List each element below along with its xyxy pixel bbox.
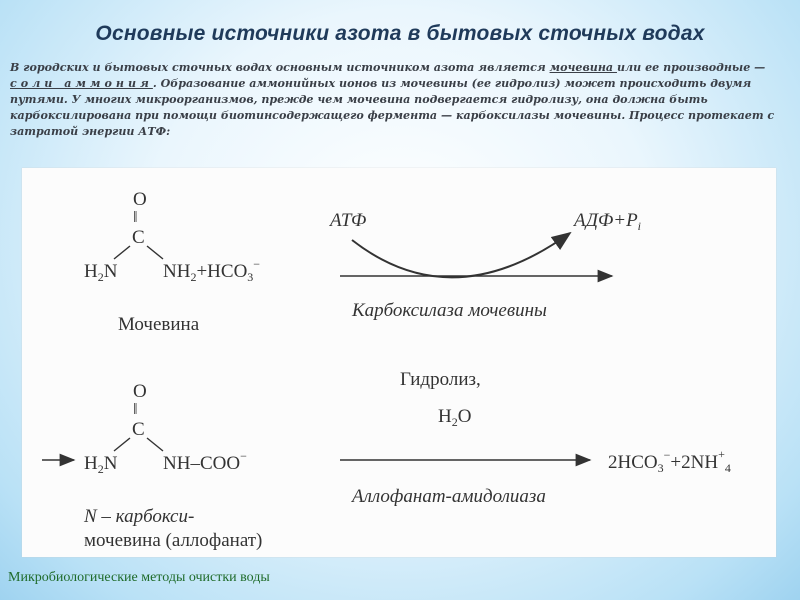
intro-term-urea: мочевина (549, 61, 617, 74)
atp-curved-arrow (352, 233, 570, 277)
intro-text-3: . Образование аммонийных ионов из мочевины (ее гидролиз) может происходить двумя путями. У многих микроорганизмов, прежде чем мочевина подвергается гидролизу, она должна быть карбоксилирована при помощи биотинсодержащего фермента — карбоксилазы мочевины. Процесс протекает с затратой энергии АТФ: (10, 77, 775, 138)
carboxylation-arrows (328, 210, 641, 321)
allophanate-structure (42, 381, 262, 551)
atp-label: АТФ (330, 210, 367, 231)
allophanate-carboxyl-group: NH–COO− (163, 449, 247, 474)
amidolyase-label: Аллофанат-амидолиаза (352, 486, 546, 507)
reaction-scheme-svg (22, 168, 776, 557)
hydrolysis-step (340, 369, 731, 507)
allophanate-bond-right (147, 438, 163, 451)
urea-carbon: C (132, 227, 145, 248)
water-label: $H_2O$ (438, 406, 472, 429)
allophanate-label-line2: мочевина (аллофанат) (84, 530, 263, 551)
adp-label: $АДФ+P_i$ (574, 210, 642, 233)
urea-amine-right-plus-bicarbonate: $NH_2+HCO_3^-$ (163, 257, 261, 284)
urea-structure (84, 189, 260, 335)
allophanate-oxygen: O (133, 381, 147, 402)
hydrolysis-label: Гидролиз, (400, 369, 481, 390)
intro-term-ammonium-salts: соли аммония (10, 77, 153, 90)
urea-label: Мочевина (118, 314, 200, 335)
intro-text-1: В городских и бытовых сточных водах основным источником азота является (10, 61, 550, 74)
urea-amine-left: $H_2N$ (84, 261, 118, 284)
allophanate-label-line1: N – карбокси- (84, 506, 195, 527)
intro-text-2: или ее производные — (616, 61, 766, 74)
intro-paragraph (10, 60, 790, 140)
allophanate-carbon: C (132, 419, 145, 440)
hydrolysis-products: $2HCO_3^-+2NH^+_4$ (608, 447, 731, 475)
urea-bond-left (114, 246, 130, 259)
urea-bond-right (147, 246, 163, 259)
allophanate-double-bond: ‖ (133, 401, 138, 418)
footer-caption: Микробиологические методы очистки воды (8, 570, 270, 585)
urea-double-bond: ‖ (133, 209, 138, 226)
carboxylase-label: Карбоксилаза мочевины (352, 300, 547, 321)
urea-oxygen: O (133, 189, 147, 210)
allophanate-amine-left: $H_2N$ (84, 453, 118, 476)
page-title: Основные источники азота в бытовых сточных водах (95, 22, 705, 45)
allophanate-bond-left (114, 438, 130, 451)
reaction-scheme-figure (22, 168, 776, 557)
